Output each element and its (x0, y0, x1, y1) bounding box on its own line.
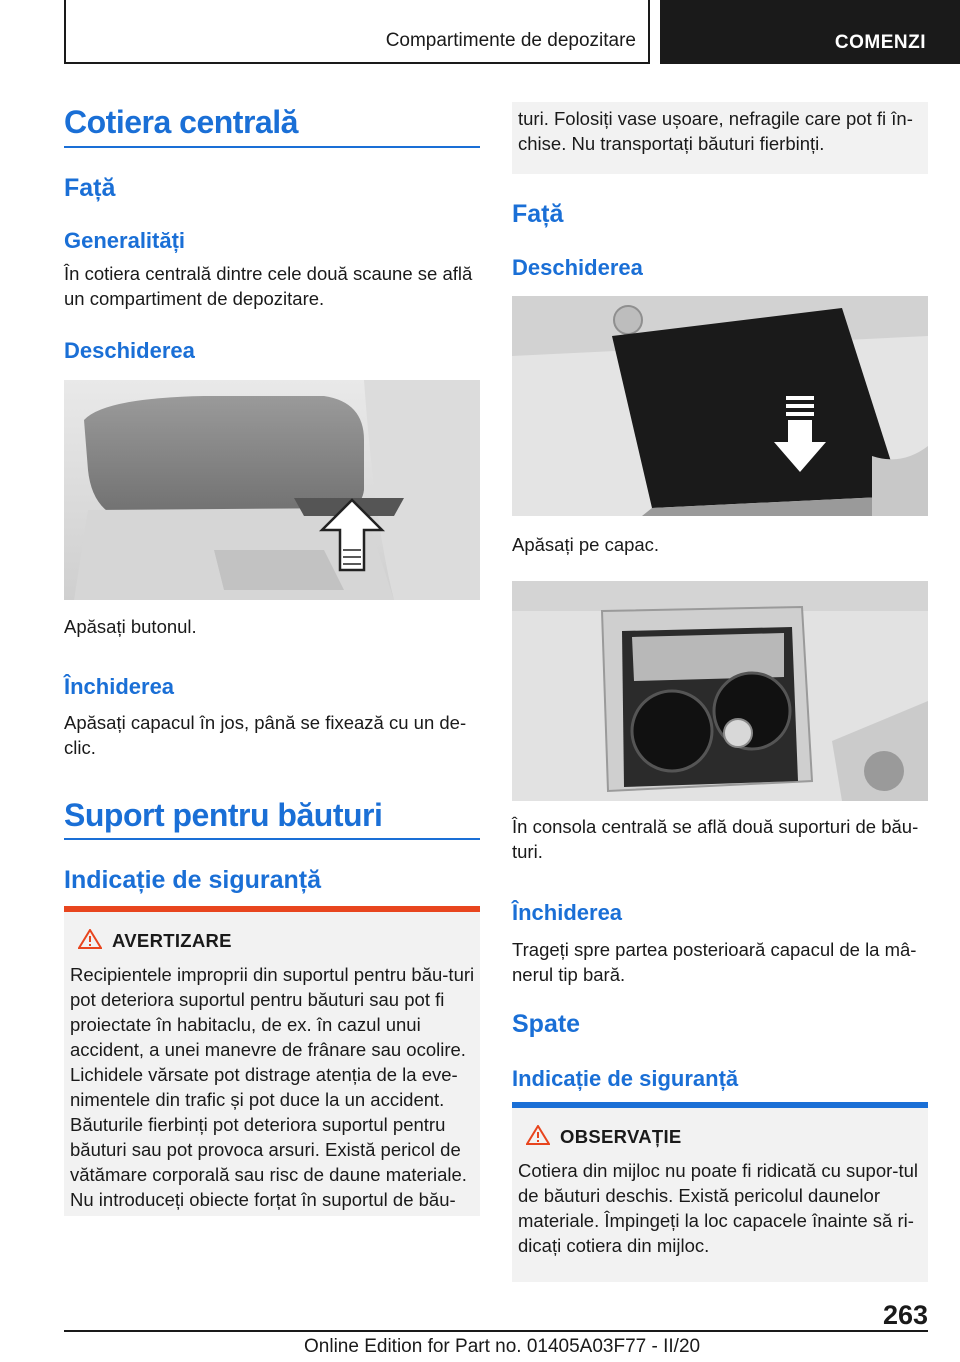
heading-armrest: Cotiera centrală (64, 104, 298, 140)
subheading-open: Deschiderea (64, 338, 195, 363)
header-section-box (64, 0, 650, 64)
heading-cupholder: Suport pentru băuturi (64, 797, 383, 833)
caption-press-lid: Apăsați pe capac. (512, 534, 660, 555)
notice-triangle-icon (526, 1125, 550, 1145)
heading-rule (64, 146, 480, 148)
subheading-safety: Indicație de siguranță (64, 866, 322, 894)
caption-console-cupholders: În consola centrală se află două suporturi de bău-turi. (512, 816, 919, 862)
warning-box (64, 906, 480, 1216)
console-lid-photo (512, 296, 928, 516)
subheading-rear: Spate (512, 1010, 581, 1038)
paragraph-general: În cotiera centrală dintre cele două scaune se află un compartiment de depozitare. (64, 263, 473, 309)
notice-text: Cotiera din mijloc nu poate fi ridicată cu supor-tul de băuturi deschis. Există pericolul daunelor materiale. Împingeți la loc capacele înainte să ri-dicați cotiera din mijloc. (518, 1160, 918, 1256)
footer-rule (64, 1330, 928, 1332)
page-number: 263 (882, 1300, 928, 1330)
paragraph-close-right: Trageți spre partea posterioară capacul de la mâ-nerul tip bară. (512, 939, 917, 985)
subheading-close: Închiderea (64, 674, 175, 699)
warning-triangle-icon (78, 929, 102, 949)
notice-box (512, 1102, 928, 1282)
cupholder-photo (512, 581, 928, 801)
subheading-open-right: Deschiderea (512, 255, 643, 280)
caption-press-button: Apăsați butonul. (64, 616, 197, 637)
armrest-photo (64, 380, 480, 600)
subheading-general: Generalități (64, 228, 186, 253)
subheading-front-right: Față (512, 200, 564, 228)
warning-label: AVERTIZARE (112, 930, 232, 951)
subheading-safety-right: Indicație de siguranță (512, 1066, 739, 1091)
warning-accent-bar (64, 906, 480, 912)
warning-text: Recipientele improprii din suportul pentru bău-turi pot deteriora suportul pentru băuturi sau pot fi proiectate în habitaclu, de ex. în cazul unui accident, a unei manevre de frânare sau ocolire. Lichidele vărsate pot distrage atenția de la eve-nimentele din trafic și pot duce la un accident. Băuturile fierbinți pot deteriora suportul pentru băuturi sau pot provoca arsuri. Există pericol de vătămare corporală sau risc de daune materiale. Nu introduceți obiecte forțat în suportul de bău- (70, 964, 475, 1210)
heading-rule (64, 838, 480, 840)
warning-continued-text: turi. Folosiți vase ușoare, nefragile care pot fi în-chise. Nu transportați băuturi fierbinți. (518, 108, 913, 154)
footer-edition: Online Edition for Part no. 01405A03F77 - II/20 (304, 1336, 701, 1357)
subheading-front: Față (64, 174, 116, 202)
warning-continued-box (512, 102, 928, 174)
header-chapter-tab (660, 0, 960, 64)
notice-accent-bar (512, 1102, 928, 1108)
paragraph-close: Apăsați capacul în jos, până se fixează cu un de-clic. (64, 712, 467, 758)
subheading-close-right: Închiderea (512, 900, 623, 925)
header-chapter-label: COMENZI (834, 32, 926, 53)
header-section-title: Compartimente de depozitare (385, 30, 636, 51)
notice-label: OBSERVAȚIE (560, 1126, 682, 1147)
